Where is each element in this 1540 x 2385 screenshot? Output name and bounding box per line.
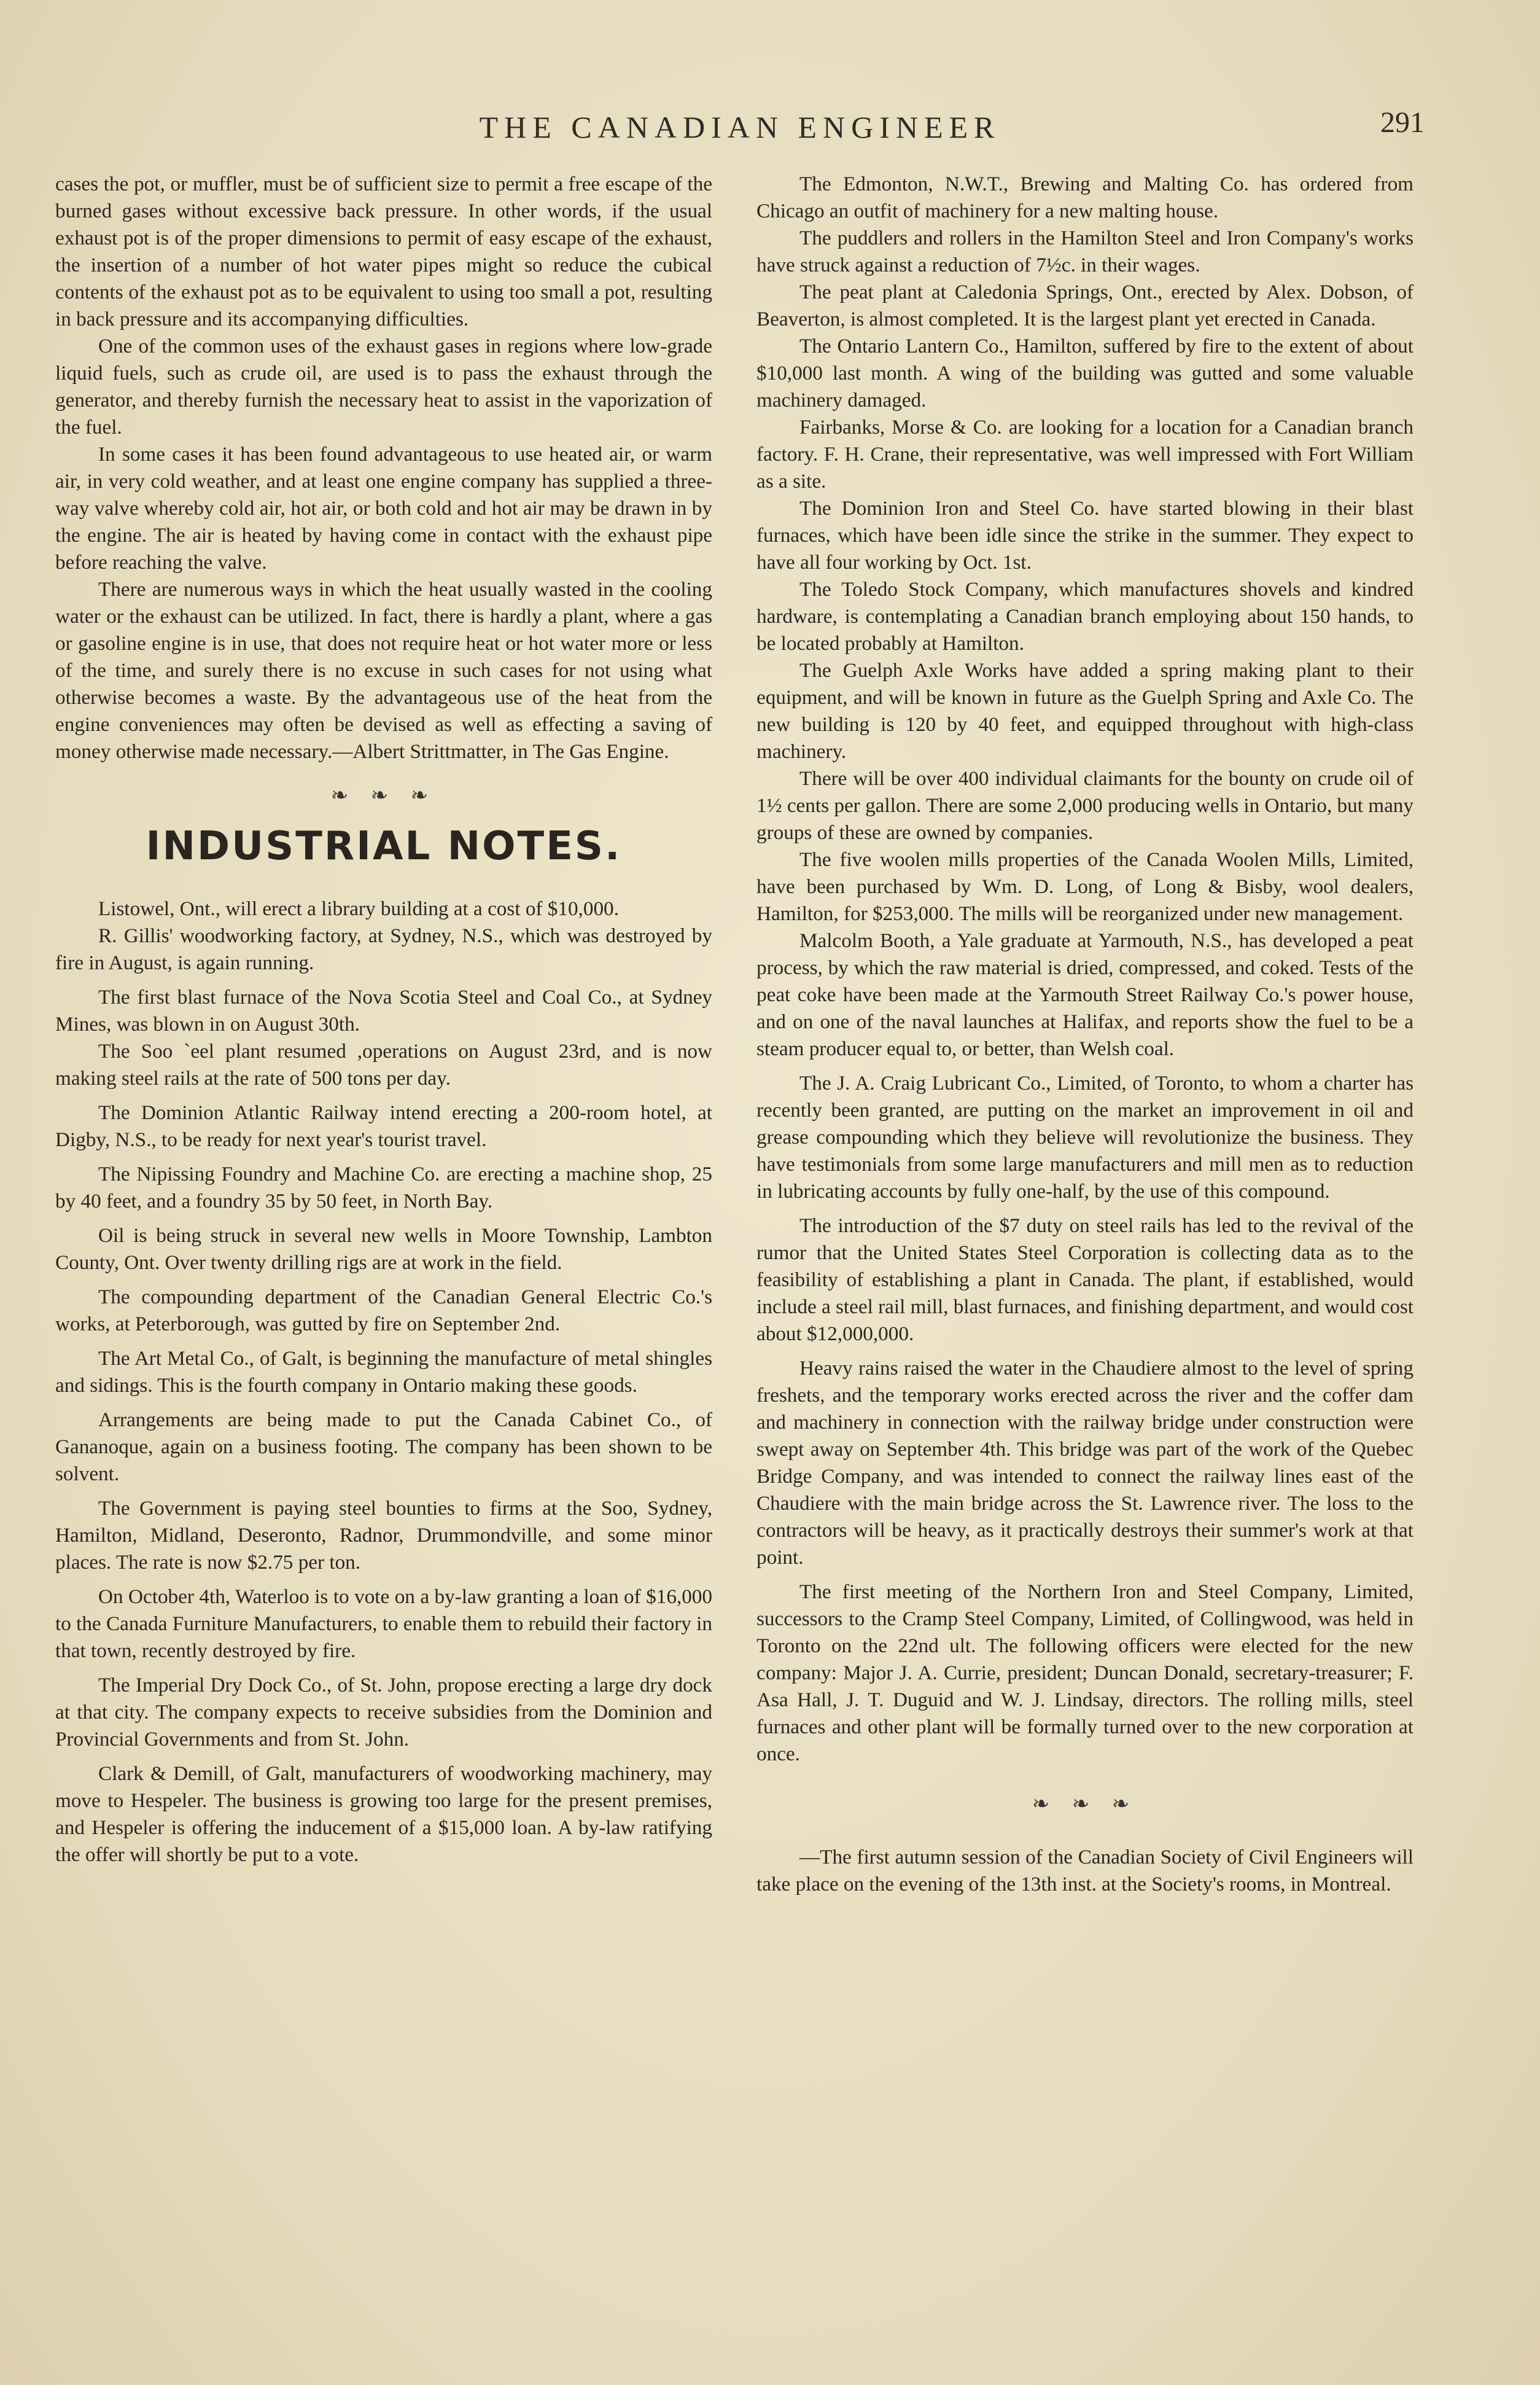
page-header (55, 106, 1425, 152)
industrial-note: The peat plant at Caledonia Springs, Ont., erected by Alex. Dobson, of Beaverton, is almost completed. It is the largest plant yet erected in Canada. (756, 281, 1414, 330)
industrial-note: The five woolen mills properties of the Canada Woolen Mills, Limited, have been purchased by Wm. D. Long, of Long & Bisby, wool dealers, Hamilton, for $253,000. The mills will be reorganized under new management. (756, 848, 1414, 925)
industrial-note: The Ontario Lantern Co., Hamilton, suffered by fire to the extent of about $10,000 last month. A wing of the building was gutted and some valuable machinery damaged. (756, 335, 1414, 412)
industrial-note: Listowel, Ont., will erect a library building at a cost of $10,000. (98, 897, 619, 920)
industrial-note: Arrangements are being made to put the Canada Cabinet Co., of Gananoque, again on a business footing. The company has been shown to be solvent. (55, 1408, 712, 1485)
industrial-note: The Art Metal Co., of Galt, is beginning the manufacture of metal shingles and sidings. This is the fourth company in Ontario making these goods. (55, 1347, 712, 1397)
article-paragraph: One of the common uses of the exhaust gases in regions where low-grade liquid fuels, such as crude oil, are used is to pass the exhaust through the generator, and thereby furnish the necessary heat to assist in the vaporization of the fuel. (55, 335, 712, 439)
right-column (756, 171, 1414, 1898)
industrial-note: Clark & Demill, of Galt, manufacturers of woodworking machinery, may move to Hespeler. The business is growing too large for the present premises, and Hespeler is offering the inducement of a $15,000 loan. A by-law ratifying the offer will shortly be put to a vote. (55, 1762, 712, 1866)
industrial-note: The compounding department of the Canadian General Electric Co.'s works, at Peterborough, was gutted by fire on September 2nd. (55, 1286, 712, 1335)
industrial-note: The Guelph Axle Works have added a spring making plant to their equipment, and will be known in future as the Guelph Spring and Axle Co. The new building is 120 by 40 feet, and equipped throughout with high-class machinery. (756, 659, 1414, 763)
running-head: THE CANADIAN ENGINEER (479, 110, 1001, 144)
closing-ornament: ❧ ❧ ❧ (1032, 1793, 1138, 1816)
industrial-note: The puddlers and rollers in the Hamilton Steel and Iron Company's works have struck against a reduction of 7½c. in their wages. (756, 227, 1414, 276)
article-paragraph: There are numerous ways in which the heat usually wasted in the cooling water or the exhaust can be utilized. In fact, there is hardly a plant, where a gas or gasoline engine is in use, that does not require heat or hot water more or less of the time, and surely there is no excuse in such cases for not using what otherwise becomes a waste. By the advantageous use of the heat from the engine conveniences may often be devised as well as effecting a saving of money otherwise made necessary.—Albert Strittmatter, in The Gas Engine. (55, 578, 712, 763)
closing-note: —The first autumn session of the Canadian Society of Civil Engineers will take place on the evening of the 13th inst. at the Society's rooms, in Montreal. (756, 1846, 1414, 1895)
industrial-note: Malcolm Booth, a Yale graduate at Yarmouth, N.S., has developed a peat process, by which the raw material is dried, compressed, and coked. Tests of the peat coke have been made at the Yarmouth Street Railway Co.'s power house, and on one of the naval launches at Halifax, and reports show the fuel to be a steam producer equal to, or better, than Welsh coal. (756, 929, 1414, 1060)
industrial-note: R. Gillis' woodworking factory, at Sydney, N.S., which was destroyed by fire in August, is again running. (55, 924, 712, 974)
industrial-note: The Dominion Atlantic Railway intend erecting a 200-room hotel, at Digby, N.S., to be ready for next year's tourist travel. (55, 1101, 712, 1151)
industrial-note: The first blast furnace of the Nova Scotia Steel and Coal Co., at Sydney Mines, was blown in on August 30th. (55, 986, 712, 1036)
industrial-note: On October 4th, Waterloo is to vote on a by-law granting a loan of $16,000 to the Canada Furniture Manufacturers, to enable them to rebuild their factory in that town, recently destroyed by fire. (55, 1585, 712, 1662)
article-paragraph: In some cases it has been found advantageous to use heated air, or warm air, in very cold weather, and at least one engine company has supplied a three-way valve whereby cold air, hot air, or both cold and hot air may be drawn in by the engine. The air is heated by having come in contact with the exhaust pipe before reaching the valve. (55, 443, 712, 574)
page-number: 291 (1380, 106, 1425, 139)
industrial-note: The first meeting of the Northern Iron and Steel Company, Limited, successors to the Cramp Steel Company, Limited, of Collingwood, was held in Toronto on the 22nd ult. The following officers were elected for the new company: Major J. A. Currie, president; Duncan Donald, secretary-treasurer; F. Asa Hall, J. T. Duguid and W. J. Lindsay, directors. The rolling mills, steel furnaces and other plant will be formally turned over to the new corporation at once. (756, 1580, 1414, 1765)
article-paragraph: cases the pot, or muffler, must be of sufficient size to permit a free escape of the burned gases without excessive back pressure. In other words, if the usual exhaust pot is of the proper dimensions to permit of easy escape of the exhaust, the insertion of a number of hot water pipes might so reduce the cubical contents of the exhaust pot as to be equivalent to using too small a pot, resulting in back pressure and its accompanying difficulties. (55, 173, 712, 330)
industrial-note: Heavy rains raised the water in the Chaudiere almost to the level of spring freshets, and the temporary works erected across the river and the coffer dam and machinery in connection with the railway bridge under construction were swept away on September 4th. This bridge was part of the work of the Quebec Bridge Company, and was intended to connect the railway lines east of the Chaudiere with the main bridge across the St. Lawrence river. The loss to the contractors will be heavy, as it practically destroys their summer's work at that point. (756, 1357, 1414, 1569)
industrial-note: The Nipissing Foundry and Machine Co. are erecting a machine shop, 25 by 40 feet, and a foundry 35 by 50 feet, in North Bay. (55, 1163, 712, 1212)
industrial-note: The Dominion Iron and Steel Co. have started blowing in their blast furnaces, which have been idle since the strike in the summer. They expect to have all four working by Oct. 1st. (756, 497, 1414, 574)
industrial-note: The Edmonton, N.W.T., Brewing and Malting Co. has ordered from Chicago an outfit of machinery for a new malting house. (756, 173, 1414, 222)
section-ornament: ❧ ❧ ❧ (330, 784, 437, 807)
industrial-note: The J. A. Craig Lubricant Co., Limited, of Toronto, to whom a charter has recently been granted, are putting on the market an improvement in oil and grease compounding which they believe will revolutionize the business. They have testimonials from some large manufacturers and mill men as to reduction in lubricating accounts by fully one-half, by the use of this compound. (756, 1072, 1414, 1203)
section-heading: INDUSTRIAL NOTES. (146, 824, 622, 869)
industrial-note: The Soo `eel plant resumed ,operations on August 23rd, and is now making steel rails at the rate of 500 tons per day. (55, 1040, 712, 1090)
industrial-note: Fairbanks, Morse & Co. are looking for a location for a Canadian branch factory. F. H. Crane, their representative, was well impressed with Fort William as a site. (756, 416, 1414, 493)
left-column (55, 171, 712, 1868)
industrial-note: The Government is paying steel bounties to firms at the Soo, Sydney, Hamilton, Midland, Deseronto, Radnor, Drummondville, and some minor places. The rate is now $2.75 per ton. (55, 1497, 712, 1574)
industrial-note: The introduction of the $7 duty on steel rails has led to the revival of the rumor that the United States Steel Corporation is collecting data as to the feasibility of establishing a plant in Canada. The plant, if established, would include a steel rail mill, blast furnaces, and finishing department, and would cost about $12,000,000. (756, 1214, 1414, 1345)
industrial-note: The Toledo Stock Company, which manufactures shovels and kindred hardware, is contemplating a Canadian branch employing about 150 hands, to be located probably at Hamilton. (756, 578, 1414, 655)
industrial-note: There will be over 400 individual claimants for the bounty on crude oil of 1½ cents per gallon. There are some 2,000 producing wells in Ontario, but many groups of these are owned by companies. (756, 767, 1414, 844)
industrial-note: Oil is being struck in several new wells in Moore Township, Lambton County, Ont. Over twenty drilling rigs are at work in the field. (55, 1224, 712, 1274)
industrial-note: The Imperial Dry Dock Co., of St. John, propose erecting a large dry dock at that city. The company expects to receive subsidies from the Dominion and Provincial Governments and from St. John. (55, 1674, 712, 1751)
